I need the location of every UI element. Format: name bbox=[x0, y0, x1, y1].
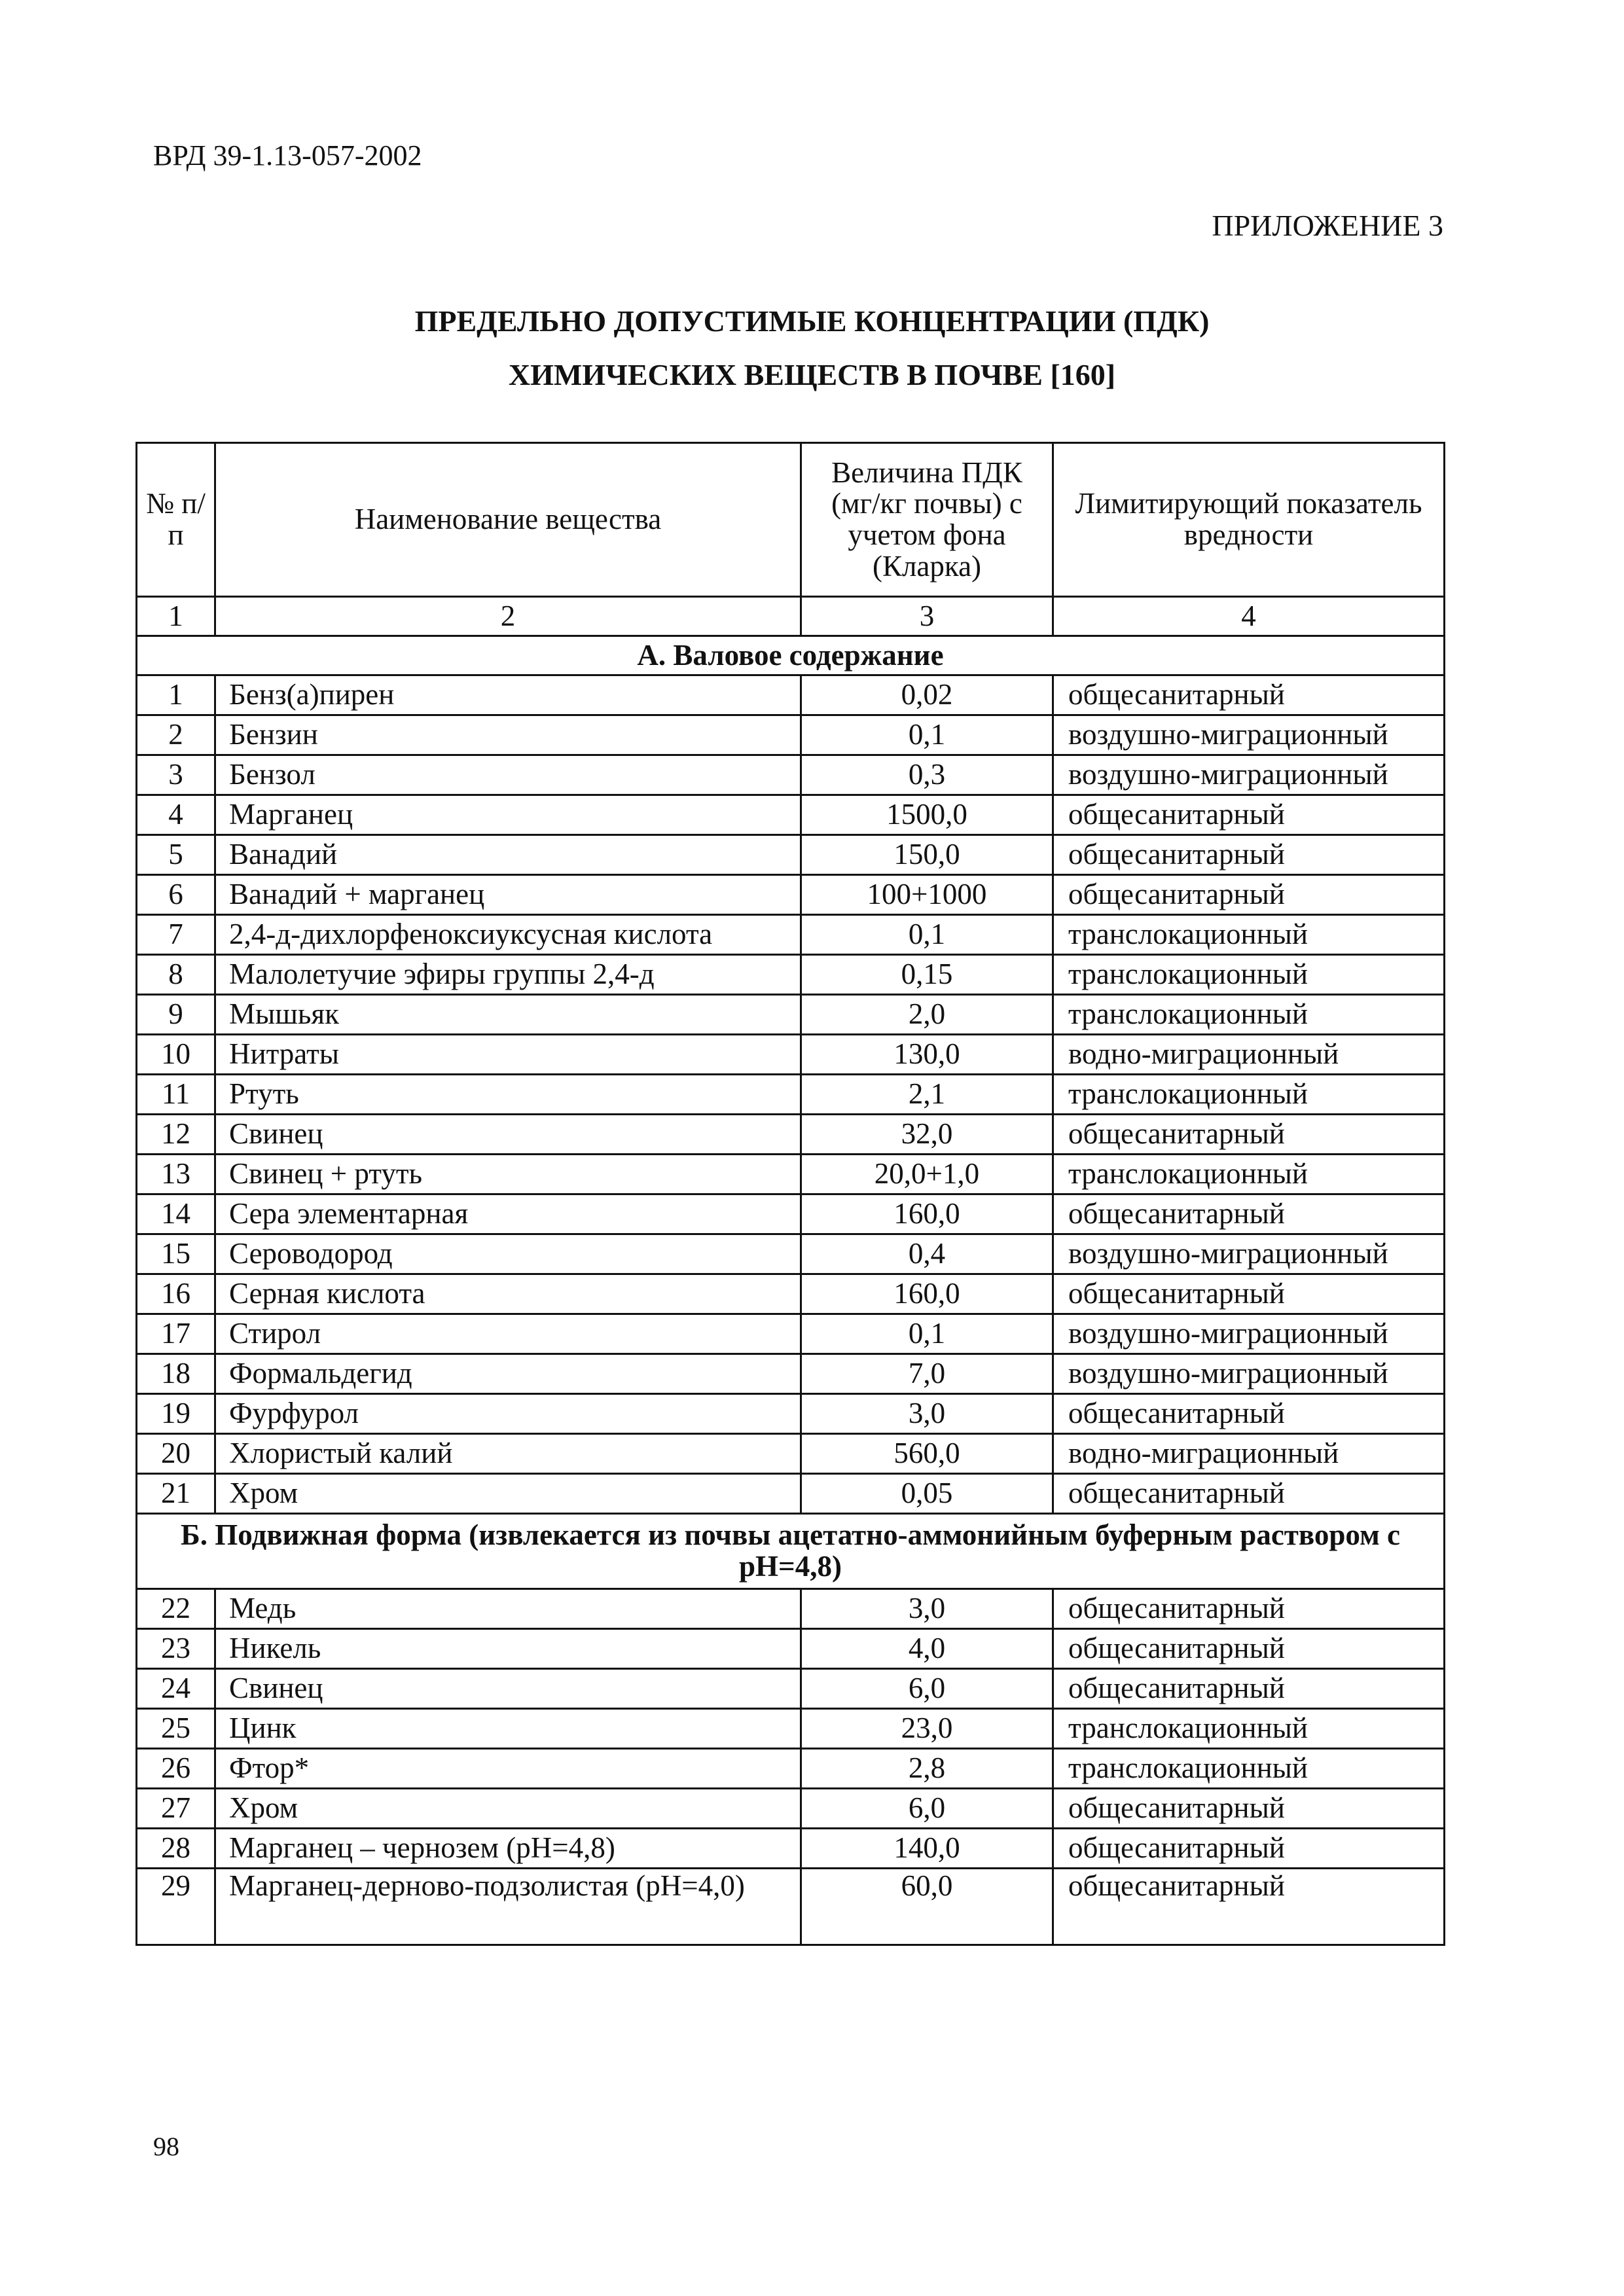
limiting-indicator: транслокационный bbox=[1053, 995, 1445, 1035]
substance-name: Фурфурол bbox=[215, 1394, 801, 1434]
substance-name: Сероводород bbox=[215, 1234, 801, 1274]
row-number: 10 bbox=[137, 1035, 215, 1075]
substance-name: Мышьяк bbox=[215, 995, 801, 1035]
substance-name: Марганец-дерново-подзолистая (pH=4,0) bbox=[215, 1869, 801, 1945]
table-row bbox=[137, 1394, 1445, 1434]
substance-name: Марганец – чернозем (pH=4,8) bbox=[215, 1829, 801, 1869]
pdk-value: 6,0 bbox=[801, 1789, 1053, 1829]
pdk-value: 3,0 bbox=[801, 1394, 1053, 1434]
table-row bbox=[137, 1194, 1445, 1234]
pdk-value: 7,0 bbox=[801, 1354, 1053, 1394]
limiting-indicator: транслокационный bbox=[1053, 1709, 1445, 1749]
header-pdk-value: Величина ПДК (мг/кг почвы) с учетом фона (Кларка) bbox=[801, 443, 1053, 597]
pdk-value: 560,0 bbox=[801, 1434, 1053, 1474]
limiting-indicator: общесанитарный bbox=[1053, 875, 1445, 915]
limiting-indicator: транслокационный bbox=[1053, 1155, 1445, 1194]
pdk-value: 160,0 bbox=[801, 1194, 1053, 1234]
table-row bbox=[137, 875, 1445, 915]
limiting-indicator: общесанитарный bbox=[1053, 1394, 1445, 1434]
limiting-indicator: общесанитарный bbox=[1053, 1629, 1445, 1669]
table-row bbox=[137, 795, 1445, 835]
substance-name: 2,4-д-дихлорфеноксиуксусная кислота bbox=[215, 915, 801, 955]
row-number: 13 bbox=[137, 1155, 215, 1194]
substance-name: Хром bbox=[215, 1474, 801, 1514]
page-title-line-2: ХИМИЧЕСКИХ ВЕЩЕСТВ В ПОЧВЕ [160] bbox=[508, 358, 1116, 391]
table-row bbox=[137, 1749, 1445, 1789]
table-row bbox=[137, 1035, 1445, 1075]
document-code: ВРД 39-1.13-057-2002 bbox=[153, 139, 422, 171]
limiting-indicator: общесанитарный bbox=[1053, 795, 1445, 835]
substance-name: Сера элементарная bbox=[215, 1194, 801, 1234]
row-number: 5 bbox=[137, 835, 215, 875]
row-number: 17 bbox=[137, 1314, 215, 1354]
pdk-value: 6,0 bbox=[801, 1669, 1053, 1709]
substance-name: Ванадий + марганец bbox=[215, 875, 801, 915]
row-number: 20 bbox=[137, 1434, 215, 1474]
limiting-indicator: общесанитарный bbox=[1053, 675, 1445, 715]
limiting-indicator: водно-миграционный bbox=[1053, 1035, 1445, 1075]
table-row bbox=[137, 1115, 1445, 1155]
row-number: 25 bbox=[137, 1709, 215, 1749]
substance-name: Бензин bbox=[215, 715, 801, 755]
row-number: 14 bbox=[137, 1194, 215, 1234]
substance-name: Цинк bbox=[215, 1709, 801, 1749]
substance-name: Свинец bbox=[215, 1115, 801, 1155]
column-number: 4 bbox=[1053, 597, 1445, 636]
substance-name: Марганец bbox=[215, 795, 801, 835]
limiting-indicator: общесанитарный bbox=[1053, 1829, 1445, 1869]
pdk-value: 140,0 bbox=[801, 1829, 1053, 1869]
row-number: 8 bbox=[137, 955, 215, 995]
substance-name: Малолетучие эфиры группы 2,4-д bbox=[215, 955, 801, 995]
section-title: Б. Подвижная форма (извлекается из почвы ацетатно-аммонийным буферным раствором с pH=4,8) bbox=[137, 1514, 1445, 1589]
pdk-value: 0,3 bbox=[801, 755, 1053, 795]
table-row bbox=[137, 1274, 1445, 1314]
pdk-value: 60,0 bbox=[801, 1869, 1053, 1945]
column-number: 3 bbox=[801, 597, 1053, 636]
table-row bbox=[137, 1434, 1445, 1474]
row-number: 24 bbox=[137, 1669, 215, 1709]
row-number: 1 bbox=[137, 675, 215, 715]
page-number: 98 bbox=[153, 2132, 179, 2161]
row-number: 16 bbox=[137, 1274, 215, 1314]
substance-name: Формальдегид bbox=[215, 1354, 801, 1394]
header-limiting-indicator: Лимитирующий показатель вредности bbox=[1053, 443, 1445, 597]
column-numbers-row bbox=[137, 597, 1445, 636]
pdk-value: 100+1000 bbox=[801, 875, 1053, 915]
pdk-value: 2,1 bbox=[801, 1075, 1053, 1115]
substance-name: Свинец + ртуть bbox=[215, 1155, 801, 1194]
pdk-value: 1500,0 bbox=[801, 795, 1053, 835]
row-number: 4 bbox=[137, 795, 215, 835]
section-title: А. Валовое содержание bbox=[137, 636, 1445, 675]
pdk-value: 23,0 bbox=[801, 1709, 1053, 1749]
section-heading-row bbox=[137, 1514, 1445, 1589]
page-title-line-1: ПРЕДЕЛЬНО ДОПУСТИМЫЕ КОНЦЕНТРАЦИИ (ПДК) bbox=[414, 304, 1210, 338]
table-row bbox=[137, 1589, 1445, 1629]
table-row bbox=[137, 715, 1445, 755]
row-number: 22 bbox=[137, 1589, 215, 1629]
table-row bbox=[137, 1155, 1445, 1194]
limiting-indicator: воздушно-миграционный bbox=[1053, 755, 1445, 795]
table-row bbox=[137, 1829, 1445, 1869]
row-number: 11 bbox=[137, 1075, 215, 1115]
pdk-value: 130,0 bbox=[801, 1035, 1053, 1075]
row-number: 15 bbox=[137, 1234, 215, 1274]
substance-name: Хлористый калий bbox=[215, 1434, 801, 1474]
limiting-indicator: транслокационный bbox=[1053, 915, 1445, 955]
limiting-indicator: общесанитарный bbox=[1053, 1115, 1445, 1155]
pdk-value: 3,0 bbox=[801, 1589, 1053, 1629]
substance-name: Хром bbox=[215, 1789, 801, 1829]
pdk-value: 0,4 bbox=[801, 1234, 1053, 1274]
header-substance: Наименование вещества bbox=[215, 443, 801, 597]
column-number: 2 bbox=[215, 597, 801, 636]
substance-name: Фтор* bbox=[215, 1749, 801, 1789]
table-row bbox=[137, 675, 1445, 715]
limiting-indicator: транслокационный bbox=[1053, 955, 1445, 995]
row-number: 29 bbox=[137, 1869, 215, 1945]
row-number: 9 bbox=[137, 995, 215, 1035]
row-number: 7 bbox=[137, 915, 215, 955]
row-number: 12 bbox=[137, 1115, 215, 1155]
table-row bbox=[137, 1869, 1445, 1945]
table-row bbox=[137, 915, 1445, 955]
limiting-indicator: воздушно-миграционный bbox=[1053, 1234, 1445, 1274]
table-row bbox=[137, 1354, 1445, 1394]
table-row bbox=[137, 835, 1445, 875]
substance-name: Медь bbox=[215, 1589, 801, 1629]
limiting-indicator: транслокационный bbox=[1053, 1749, 1445, 1789]
table-header-row bbox=[137, 443, 1445, 597]
substance-name: Стирол bbox=[215, 1314, 801, 1354]
header-number: № п/п bbox=[137, 443, 215, 597]
pdk-value: 0,05 bbox=[801, 1474, 1053, 1514]
pdk-value: 160,0 bbox=[801, 1274, 1053, 1314]
row-number: 2 bbox=[137, 715, 215, 755]
section-heading-row bbox=[137, 636, 1445, 675]
row-number: 26 bbox=[137, 1749, 215, 1789]
limiting-indicator: общесанитарный bbox=[1053, 1474, 1445, 1514]
row-number: 6 bbox=[137, 875, 215, 915]
table-row bbox=[137, 1075, 1445, 1115]
appendix-label: ПРИЛОЖЕНИЕ 3 bbox=[1212, 209, 1443, 242]
limiting-indicator: общесанитарный bbox=[1053, 835, 1445, 875]
pdk-value: 2,8 bbox=[801, 1749, 1053, 1789]
substance-name: Никель bbox=[215, 1629, 801, 1669]
limiting-indicator: водно-миграционный bbox=[1053, 1434, 1445, 1474]
table-row bbox=[137, 1789, 1445, 1829]
pdk-value: 32,0 bbox=[801, 1115, 1053, 1155]
limiting-indicator: воздушно-миграционный bbox=[1053, 715, 1445, 755]
substance-name: Ванадий bbox=[215, 835, 801, 875]
table-row bbox=[137, 755, 1445, 795]
limiting-indicator: общесанитарный bbox=[1053, 1274, 1445, 1314]
pdk-value: 0,02 bbox=[801, 675, 1053, 715]
limiting-indicator: общесанитарный bbox=[1053, 1194, 1445, 1234]
row-number: 3 bbox=[137, 755, 215, 795]
substance-name: Нитраты bbox=[215, 1035, 801, 1075]
column-number: 1 bbox=[137, 597, 215, 636]
limiting-indicator: общесанитарный bbox=[1053, 1669, 1445, 1709]
row-number: 18 bbox=[137, 1354, 215, 1394]
row-number: 28 bbox=[137, 1829, 215, 1869]
limiting-indicator: воздушно-миграционный bbox=[1053, 1314, 1445, 1354]
table-row bbox=[137, 1629, 1445, 1669]
substance-name: Бензол bbox=[215, 755, 801, 795]
substance-name: Свинец bbox=[215, 1669, 801, 1709]
table-row bbox=[137, 995, 1445, 1035]
table-row bbox=[137, 1314, 1445, 1354]
pdk-value: 2,0 bbox=[801, 995, 1053, 1035]
pdk-table bbox=[135, 442, 1445, 1946]
substance-name: Ртуть bbox=[215, 1075, 801, 1115]
table-row bbox=[137, 955, 1445, 995]
limiting-indicator: общесанитарный bbox=[1053, 1869, 1445, 1945]
row-number: 21 bbox=[137, 1474, 215, 1514]
pdk-value: 0,1 bbox=[801, 715, 1053, 755]
pdk-value: 4,0 bbox=[801, 1629, 1053, 1669]
row-number: 27 bbox=[137, 1789, 215, 1829]
substance-name: Серная кислота bbox=[215, 1274, 801, 1314]
limiting-indicator: общесанитарный bbox=[1053, 1789, 1445, 1829]
table-row bbox=[137, 1669, 1445, 1709]
limiting-indicator: воздушно-миграционный bbox=[1053, 1354, 1445, 1394]
pdk-value: 0,15 bbox=[801, 955, 1053, 995]
row-number: 19 bbox=[137, 1394, 215, 1434]
limiting-indicator: транслокационный bbox=[1053, 1075, 1445, 1115]
row-number: 23 bbox=[137, 1629, 215, 1669]
table-row bbox=[137, 1474, 1445, 1514]
pdk-value: 0,1 bbox=[801, 1314, 1053, 1354]
table-row bbox=[137, 1709, 1445, 1749]
pdk-value: 20,0+1,0 bbox=[801, 1155, 1053, 1194]
pdk-value: 0,1 bbox=[801, 915, 1053, 955]
table-row bbox=[137, 1234, 1445, 1274]
pdk-value: 150,0 bbox=[801, 835, 1053, 875]
substance-name: Бенз(а)пирен bbox=[215, 675, 801, 715]
limiting-indicator: общесанитарный bbox=[1053, 1589, 1445, 1629]
